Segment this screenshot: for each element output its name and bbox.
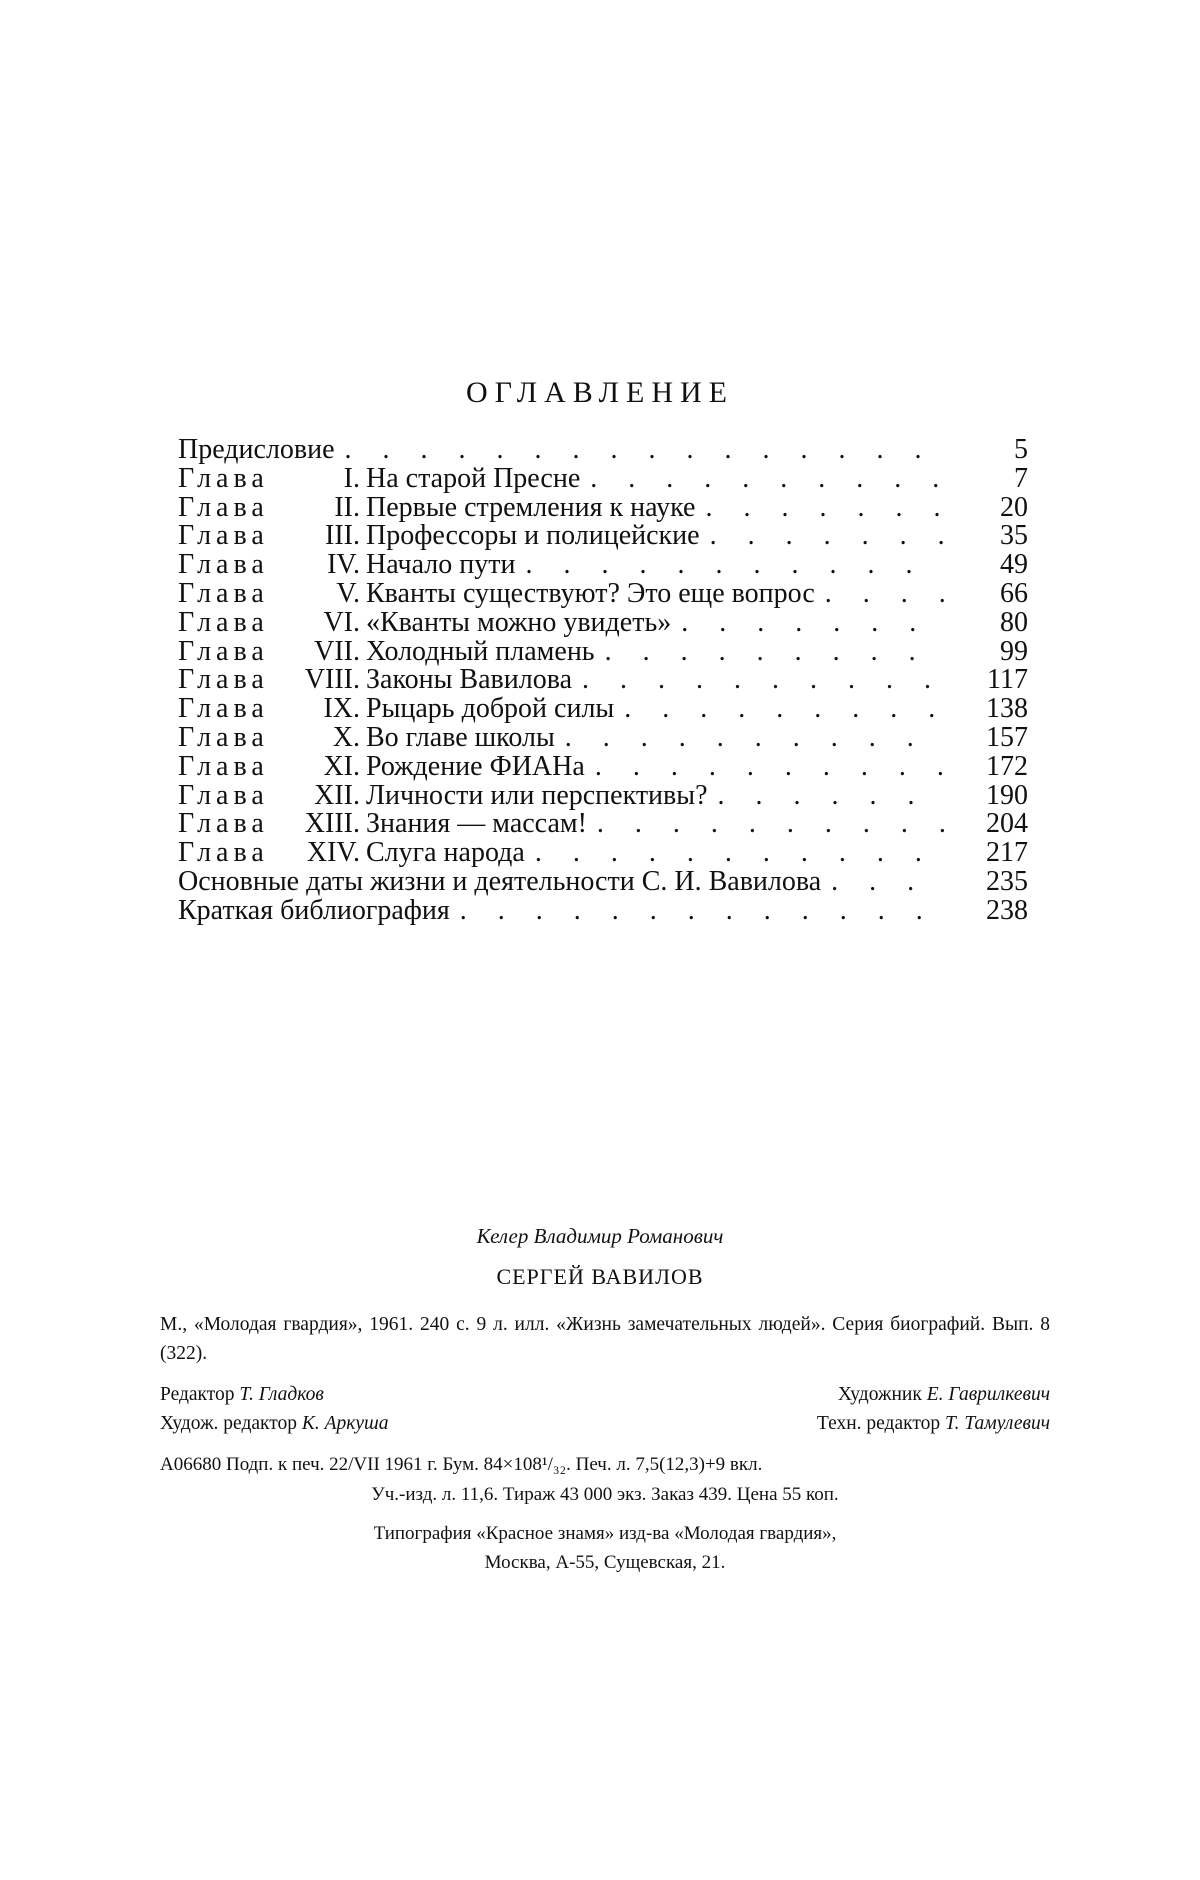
toc-entry [178,839,1028,868]
toc-entry-label [178,839,525,868]
toc-entry-label [178,695,614,724]
chapter-word: Глава [178,666,288,695]
chapter-number: VIII. [288,666,366,695]
toc-page-number: 217 [958,839,1028,868]
chapter-number: IV. [288,551,366,580]
chapter-number: I. [288,465,366,494]
toc-page-number: 80 [958,609,1028,638]
dot-leader: . . . . . . . . . . . . . . . . [335,436,944,465]
editor-name: Т. Гладков [239,1384,323,1405]
toc-entry [178,724,1028,753]
chapter-word: Глава [178,839,288,868]
artist-name: Е. Гаврилкевич [927,1384,1050,1405]
toc-entry [178,666,1028,695]
toc-entry-label [178,436,335,465]
chapter-word: Глава [178,580,288,609]
toc-page-number: 117 [958,666,1028,695]
artist-credit [838,1380,1050,1409]
tech-editor-name: Т. Тамулевич [945,1413,1050,1434]
chapter-number: VI. [288,609,366,638]
toc-entry [178,782,1028,811]
toc-entry-title: Краткая библиография [178,897,450,926]
toc-page-number: 238 [958,897,1028,926]
toc-entry-label [178,580,815,609]
toc-entry-title: Кванты существуют? Это еще вопрос [366,580,815,609]
editor-credit [160,1380,324,1409]
printer-line-2: Москва, А-55, Сущевская, 21. [160,1548,1050,1577]
chapter-number: IX. [288,695,366,724]
chapter-number: II. [288,494,366,523]
toc-entry-label [178,897,450,926]
publication-description: М., «Молодая гвардия», 1961. 240 с. 9 л. илл. «Жизнь замечательных людей». Серия биографий. Вып. 8 (322). [160,1310,1050,1368]
dot-leader: . . . . . . . . . . [572,666,944,695]
toc-entry [178,609,1028,638]
toc-entry-label [178,551,515,580]
toc-entry-label [178,782,708,811]
toc-entry [178,695,1028,724]
chapter-word: Глава [178,465,288,494]
toc-entry-label [178,724,555,753]
toc-entry-label [178,609,671,638]
toc-entry-label [178,868,821,897]
chapter-word: Глава [178,522,288,551]
toc-entry-title: Основные даты жизни и деятельности С. И. Вавилова [178,868,821,897]
dot-leader: . . . . . . [708,782,945,811]
chapter-number: XI. [288,753,366,782]
toc-entry-label [178,522,700,551]
toc-entry [178,465,1028,494]
toc-page-number: 49 [958,551,1028,580]
chapter-word: Глава [178,782,288,811]
chapter-number: XII. [288,782,366,811]
chapter-number: III. [288,522,366,551]
chapter-number: V. [288,580,366,609]
toc-page-number: 235 [958,868,1028,897]
toc-page-number: 190 [958,782,1028,811]
artist-label: Художник [838,1384,922,1405]
credit-row [160,1409,1050,1438]
toc-entry-title: Законы Вавилова [366,666,572,695]
art-editor-credit [160,1409,389,1438]
dot-leader: . . . . . . [700,522,944,551]
toc-page-number: 66 [958,580,1028,609]
toc-entry-title: «Кванты можно увидеть» [366,609,671,638]
chapter-number: VII. [288,638,366,667]
chapter-word: Глава [178,638,288,667]
toc-entry [178,753,1028,782]
toc-page-number: 7 [958,465,1028,494]
toc-page-number: 35 [958,522,1028,551]
toc-page-number: 20 [958,494,1028,523]
toc-entry-title: Рождение ФИАНа [366,753,585,782]
art-editor-name: К. Аркуша [302,1413,389,1434]
dot-leader: . . . . . . . . . [587,810,944,839]
toc-entry-title: Личности или перспективы? [366,782,708,811]
toc-entry [178,494,1028,523]
toc-entry-label [178,666,572,695]
toc-entry [178,868,1028,897]
tech-editor-label: Техн. редактор [817,1413,940,1434]
dot-leader: . . . . . . . . . . . [525,839,944,868]
toc-entry-title: Профессоры и полицейские [366,522,700,551]
chapter-word: Глава [178,695,288,724]
toc-page-number: 204 [958,810,1028,839]
dot-leader: . . . [815,580,944,609]
toc-entry-title: Знания — массам! [366,810,587,839]
toc-entry-title: Предисловие [178,436,335,465]
toc-page-number: 172 [958,753,1028,782]
toc-entry-title: Во главе школы [366,724,555,753]
dot-leader: . . . . . . [695,494,944,523]
toc-entry-title: Начало пути [366,551,515,580]
toc-entry-title: Холодный пламень [366,638,595,667]
editor-label: Редактор [160,1384,235,1405]
toc-page-number: 5 [958,436,1028,465]
chapter-number: X. [288,724,366,753]
toc-page-number: 99 [958,638,1028,667]
dot-leader: . . . . . . . . . [595,638,944,667]
table-of-contents [178,436,1028,926]
printer-line-1: Типография «Красное знамя» изд-ва «Молодая гвардия», [160,1519,1050,1548]
toc-entry-label [178,465,580,494]
toc-entry [178,638,1028,667]
toc-title: ОГЛАВЛЕНИЕ [0,376,1200,410]
toc-entry-title: На старой Пресне [366,465,580,494]
toc-page-number: 157 [958,724,1028,753]
toc-entry [178,810,1028,839]
chapter-word: Глава [178,551,288,580]
toc-entry-label [178,753,585,782]
dot-leader: . . . . . . . . . [585,753,944,782]
tech-editor-credit [817,1409,1050,1438]
dot-leader: . . . . . . . [671,609,944,638]
chapter-word: Глава [178,494,288,523]
author-name: Келер Владимир Романович [0,1224,1200,1249]
toc-page-number: 138 [958,695,1028,724]
chapter-number: XIV. [288,839,366,868]
toc-entry-title: Слуга народа [366,839,525,868]
dot-leader: . . . . . . . . [614,695,944,724]
chapter-word: Глава [178,753,288,782]
toc-entry-label [178,494,695,523]
toc-entry [178,436,1028,465]
toc-entry [178,522,1028,551]
toc-entry-title: Первые стремления к науке [366,494,695,523]
toc-entry [178,551,1028,580]
dot-leader: . . . [821,868,944,897]
print-details-1: А06680 Подп. к печ. 22/VII 1961 г. Бум. 84×108¹/₃₂. Печ. л. 7,5(12,3)+9 вкл. [160,1450,1050,1479]
chapter-word: Глава [178,724,288,753]
toc-entry [178,580,1028,609]
credit-row [160,1380,1050,1409]
art-editor-label: Худож. редактор [160,1413,297,1434]
book-title: СЕРГЕЙ ВАВИЛОВ [0,1264,1200,1290]
toc-entry-label [178,638,595,667]
toc-entry [178,897,1028,926]
credits [160,1380,1050,1438]
toc-entry-title: Рыцарь доброй силы [366,695,614,724]
dot-leader: . . . . . . . . . . . [515,551,944,580]
dot-leader: . . . . . . . . . . . . . [450,897,944,926]
toc-entry-label [178,810,587,839]
dot-leader: . . . . . . . . . [580,465,944,494]
dot-leader: . . . . . . . . . . [555,724,944,753]
chapter-word: Глава [178,810,288,839]
chapter-number: XIII. [288,810,366,839]
print-details-2: Уч.-изд. л. 11,6. Тираж 43 000 экз. Заказ 439. Цена 55 коп. [160,1480,1050,1509]
chapter-word: Глава [178,609,288,638]
